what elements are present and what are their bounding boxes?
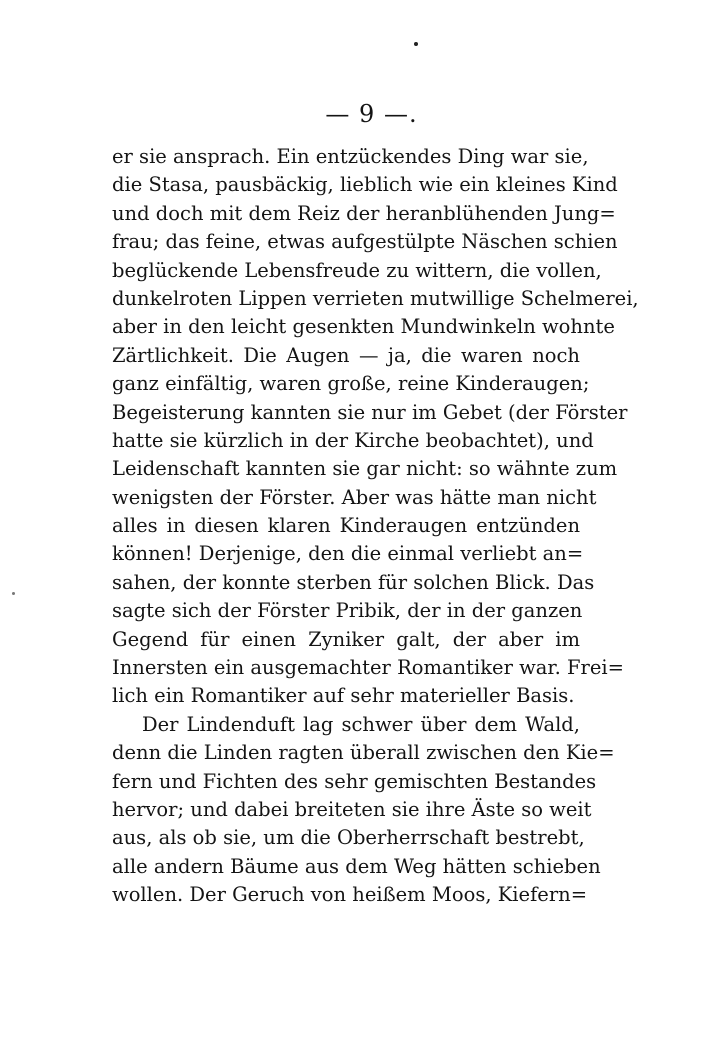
text-line: Innersten ein ausgemachter Romantiker war. Frei= (112, 656, 624, 680)
text-line: Der Lindenduft lag schwer über dem Wald, (142, 712, 580, 736)
text-line: Gegend für einen Zyniker galt, der aber im (112, 627, 580, 651)
paragraph-2 (112, 711, 615, 910)
text-line: frau; das feine, etwas aufgestülpte Näschen schien (112, 230, 618, 254)
text-line: Leidenschaft kannten sie gar nicht: so wähnte zum (112, 457, 618, 481)
text-line: hatte sie kürzlich in der Kirche beobachtet), und (112, 428, 594, 452)
print-speck (12, 592, 15, 595)
text-line: aber in den leicht gesenkten Mundwinkeln wohnte (112, 315, 615, 339)
text-line: fern und Fichten des sehr gemischten Bestandes (112, 769, 597, 793)
text-line: Begeisterung kannten sie nur im Gebet (der Förster (112, 400, 628, 424)
text-line: lich ein Romantiker auf sehr materieller Basis. (112, 684, 575, 708)
text-line: alles in diesen klaren Kinderaugen entzünden (112, 514, 580, 538)
text-line: und doch mit dem Reiz der heranblühenden Jung= (112, 201, 616, 225)
text-line: sahen, der konnte sterben für solchen Blick. Das (112, 570, 595, 594)
body-text (112, 143, 639, 910)
text-line: beglückende Lebensfreude zu wittern, die vollen, (112, 258, 602, 282)
text-line: ganz einfältig, waren große, reine Kinderaugen; (112, 372, 590, 396)
text-line: können! Derjenige, den die einmal verliebt an= (112, 542, 584, 566)
paragraph-1 (112, 143, 639, 711)
text-line: wenigsten der Förster. Aber was hätte man nicht (112, 485, 597, 509)
text-line: die Stasa, pausbäckig, lieblich wie ein kleines Kind (112, 173, 618, 197)
page-number: — 9 —. (325, 100, 418, 128)
text-line: sagte sich der Förster Pribik, der in der ganzen (112, 599, 583, 623)
print-speck (414, 42, 418, 46)
text-line: alle andern Bäume aus dem Weg hätten schieben (112, 854, 601, 878)
text-line: dunkelroten Lippen verrieten mutwillige Schelmerei, (112, 286, 639, 310)
text-line: wollen. Der Geruch von heißem Moos, Kiefern= (112, 883, 588, 907)
text-line: er sie ansprach. Ein entzückendes Ding war sie, (112, 145, 589, 168)
text-line: hervor; und dabei breiteten sie ihre Äste so weit (112, 797, 592, 821)
text-line: aus, als ob sie, um die Oberherrschaft bestrebt, (112, 826, 585, 850)
text-line: Zärtlichkeit. Die Augen — ja, die waren noch (112, 343, 580, 367)
text-line: denn die Linden ragten überall zwischen den Kie= (112, 741, 615, 765)
